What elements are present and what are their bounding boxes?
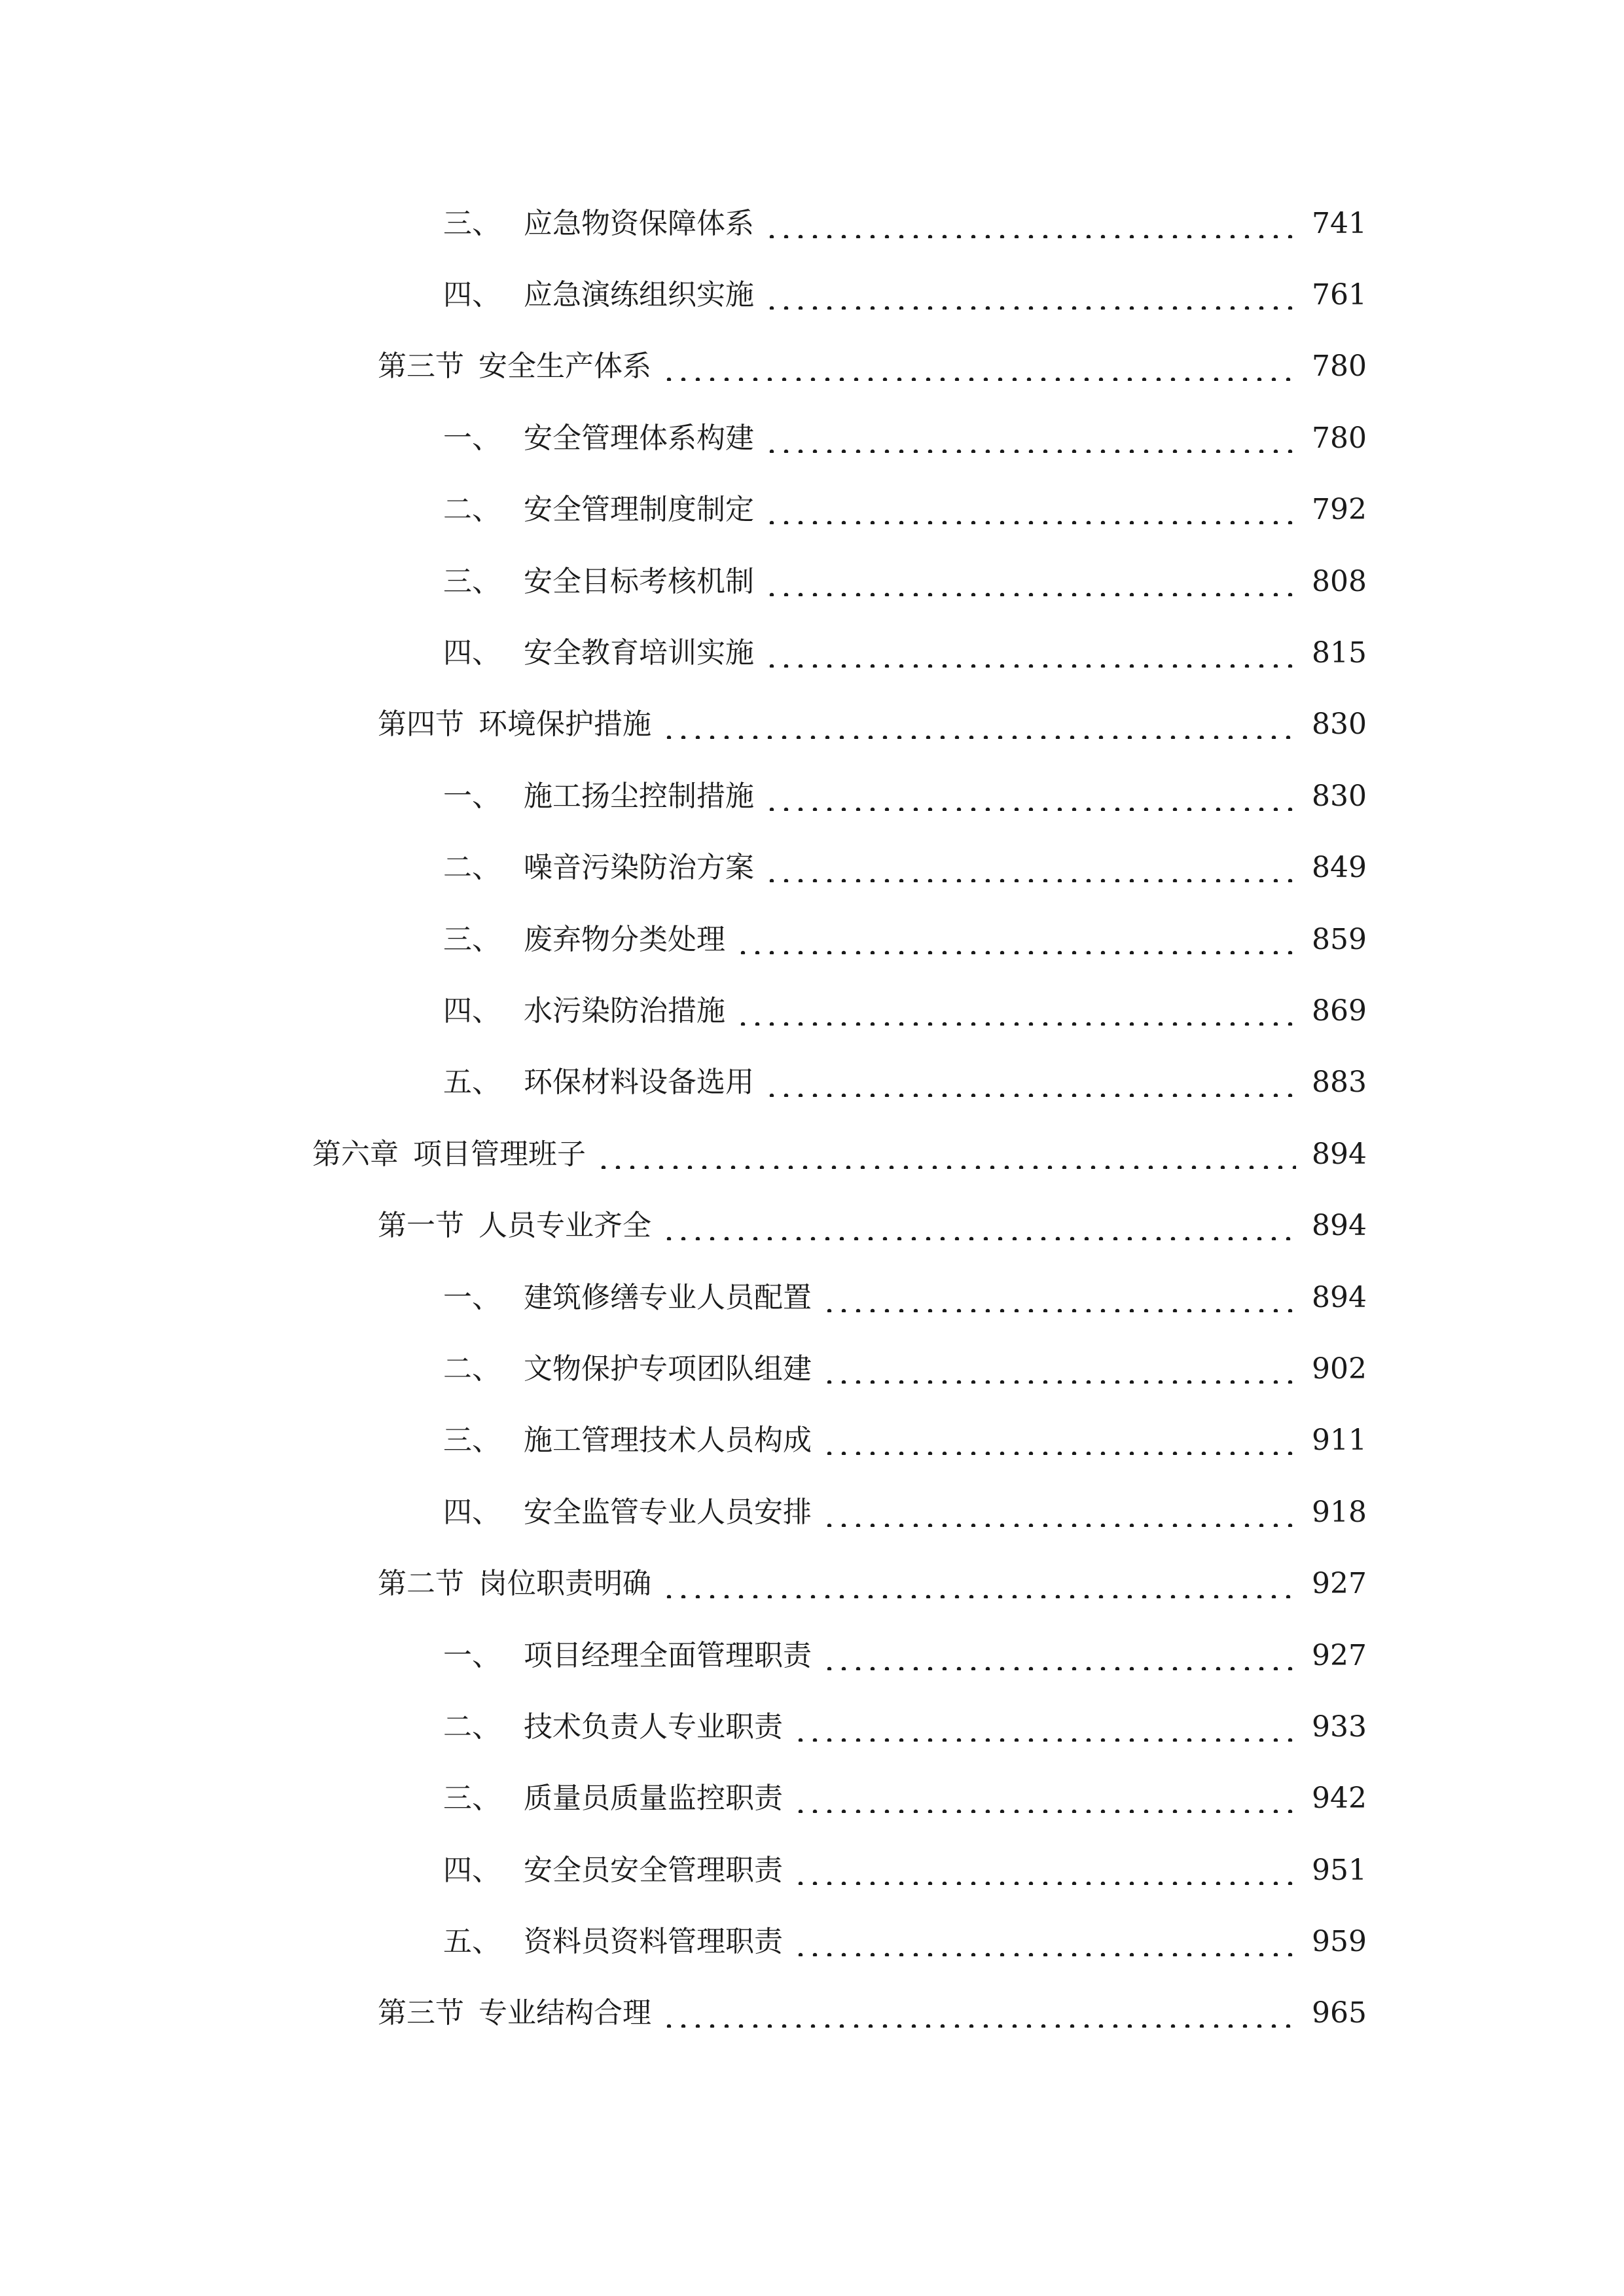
toc-entry-heading [443, 1853, 783, 1887]
toc-entry-number: 一、 [443, 1638, 501, 1672]
toc-dot-leader [736, 997, 1296, 1026]
toc-entry-title: 质量员质量监控职责 [524, 1782, 783, 1816]
toc-entry[interactable] [0, 1763, 1624, 1835]
toc-entry-title: 项目管理班子 [413, 1137, 586, 1171]
toc-dot-leader [793, 1856, 1296, 1885]
toc-page-number: 869 [1312, 994, 1367, 1028]
toc-entry-heading [443, 851, 754, 885]
toc-entry-heading [378, 350, 651, 384]
toc-page-number: 849 [1312, 851, 1367, 885]
toc-entry-heading [443, 1925, 783, 1959]
toc-entry-number: 五、 [443, 1066, 501, 1100]
toc-page-number: 927 [1312, 1567, 1367, 1601]
toc-page-number: 894 [1312, 1280, 1367, 1314]
toc-entry-heading [443, 564, 754, 598]
toc-entry[interactable] [0, 1405, 1624, 1477]
toc-entry-title: 环保材料设备选用 [524, 1066, 754, 1100]
toc-page-number: 918 [1312, 1495, 1367, 1529]
toc-page-number: 859 [1312, 922, 1367, 956]
toc-dot-leader [793, 1928, 1296, 1956]
toc-entry-heading [443, 278, 754, 312]
toc-page-number: 761 [1312, 278, 1367, 312]
toc-dot-leader [765, 1068, 1296, 1097]
toc-page-number: 951 [1312, 1853, 1367, 1887]
toc-entry-heading [443, 1280, 812, 1314]
toc-entry[interactable] [0, 403, 1624, 474]
toc-entry-number: 三、 [443, 564, 501, 598]
toc-entry-number: 五、 [443, 1925, 501, 1959]
toc-entry-number: 第三节 [378, 350, 464, 384]
toc-entry[interactable] [0, 1190, 1624, 1261]
toc-dot-leader [822, 1283, 1296, 1312]
toc-entry[interactable] [0, 1620, 1624, 1691]
toc-dot-leader [662, 1570, 1296, 1598]
toc-entry-title: 施工扬尘控制措施 [524, 779, 754, 813]
toc-entry[interactable] [0, 1119, 1624, 1190]
toc-entry-heading [443, 1638, 812, 1672]
toc-entry-number: 第六章 [312, 1137, 399, 1171]
toc-entry-number: 四、 [443, 1853, 501, 1887]
toc-entry-title: 安全生产体系 [478, 350, 651, 384]
toc-entry-heading [443, 1066, 754, 1100]
toc-entry-heading [312, 1137, 586, 1171]
toc-entry-number: 三、 [443, 922, 501, 956]
toc-entry[interactable] [0, 188, 1624, 259]
toc-entry-title: 技术负责人专业职责 [524, 1710, 783, 1744]
toc-entry-heading [378, 708, 651, 742]
toc-dot-leader [662, 1999, 1296, 2028]
toc-entry[interactable] [0, 1906, 1624, 1977]
toc-entry[interactable] [0, 1548, 1624, 1619]
toc-entry-title: 安全目标考核机制 [524, 564, 754, 598]
toc-page-number: 815 [1312, 636, 1367, 670]
toc-entry-title: 施工管理技术人员构成 [524, 1424, 812, 1458]
toc-entry-heading [378, 1567, 651, 1601]
toc-entry-title: 安全教育培训实施 [524, 636, 754, 670]
toc-page-number: 741 [1312, 206, 1367, 240]
toc-entry-heading [443, 493, 754, 527]
toc-entry[interactable] [0, 1477, 1624, 1548]
toc-entry-number: 第一节 [378, 1209, 464, 1243]
toc-dot-leader [662, 352, 1296, 381]
toc-dot-leader [736, 925, 1296, 954]
toc-dot-leader [765, 209, 1296, 238]
toc-entry-heading [443, 1495, 812, 1529]
toc-entry-title: 安全监管专业人员安排 [524, 1495, 812, 1529]
toc-entry[interactable] [0, 975, 1624, 1047]
toc-entry-heading [443, 636, 754, 670]
toc-dot-leader [765, 853, 1296, 882]
toc-entry-title: 水污染防治措施 [524, 994, 725, 1028]
toc-entry-number: 四、 [443, 994, 501, 1028]
toc-entry[interactable] [0, 1978, 1624, 2049]
toc-dot-leader [822, 1355, 1296, 1384]
toc-entry-title: 应急物资保障体系 [524, 206, 754, 240]
toc-entry[interactable] [0, 1333, 1624, 1405]
toc-entry-heading [443, 421, 754, 455]
toc-entry-title: 安全员安全管理职责 [524, 1853, 783, 1887]
toc-page-number: 830 [1312, 708, 1367, 742]
toc-page-number: 902 [1312, 1352, 1367, 1386]
toc-entry-number: 一、 [443, 1280, 501, 1314]
toc-entry-number: 三、 [443, 1782, 501, 1816]
toc-page-number: 927 [1312, 1638, 1367, 1672]
toc-entry-heading [443, 206, 754, 240]
toc-entry[interactable] [0, 546, 1624, 617]
toc-entry[interactable] [0, 904, 1624, 975]
toc-entry[interactable] [0, 1262, 1624, 1333]
toc-entry-heading [443, 922, 725, 956]
toc-entry-heading [443, 1782, 783, 1816]
toc-dot-leader [765, 782, 1296, 811]
toc-entry-title: 应急演练组织实施 [524, 278, 754, 312]
toc-entry-number: 第四节 [378, 708, 464, 742]
toc-entry-title: 人员专业齐全 [478, 1209, 651, 1243]
toc-entry-title: 建筑修缮专业人员配置 [524, 1280, 812, 1314]
toc-entry-number: 第三节 [378, 1996, 464, 2030]
toc-page-number: 933 [1312, 1710, 1367, 1744]
table-of-contents [0, 188, 1624, 2049]
toc-page-number: 808 [1312, 564, 1367, 598]
toc-page-number: 959 [1312, 1925, 1367, 1959]
toc-dot-leader [765, 567, 1296, 596]
toc-entry[interactable] [0, 1835, 1624, 1906]
toc-page-number: 965 [1312, 1996, 1367, 2030]
toc-entry-heading [443, 779, 754, 813]
toc-dot-leader [822, 1641, 1296, 1670]
toc-entry[interactable] [0, 833, 1624, 904]
toc-entry-heading [378, 1996, 651, 2030]
toc-entry-title: 项目经理全面管理职责 [524, 1638, 812, 1672]
toc-page-number: 780 [1312, 350, 1367, 384]
toc-dot-leader [596, 1140, 1296, 1169]
toc-dot-leader [822, 1426, 1296, 1455]
toc-entry-heading [443, 1424, 812, 1458]
toc-entry-title: 噪音污染防治方案 [524, 851, 754, 885]
toc-entry[interactable] [0, 689, 1624, 761]
toc-entry-heading [443, 994, 725, 1028]
toc-entry-heading [378, 1209, 651, 1243]
toc-page-number: 792 [1312, 493, 1367, 527]
toc-entry-number: 二、 [443, 1352, 501, 1386]
toc-entry-number: 第二节 [378, 1567, 464, 1601]
toc-entry[interactable] [0, 761, 1624, 832]
toc-entry-title: 专业结构合理 [478, 1996, 651, 2030]
toc-entry-number: 四、 [443, 278, 501, 312]
toc-dot-leader [765, 424, 1296, 453]
toc-entry[interactable] [0, 259, 1624, 331]
toc-entry-number: 四、 [443, 636, 501, 670]
toc-entry-number: 四、 [443, 1495, 501, 1529]
toc-entry-number: 三、 [443, 1424, 501, 1458]
toc-entry-title: 安全管理体系构建 [524, 421, 754, 455]
toc-entry-title: 资料员资料管理职责 [524, 1925, 783, 1959]
toc-entry[interactable] [0, 1691, 1624, 1763]
toc-entry-title: 环境保护措施 [478, 708, 651, 742]
toc-dot-leader [765, 639, 1296, 668]
toc-entry[interactable] [0, 617, 1624, 689]
toc-entry-number: 一、 [443, 421, 501, 455]
toc-dot-leader [822, 1498, 1296, 1527]
toc-page-number: 830 [1312, 779, 1367, 813]
toc-page-number: 942 [1312, 1782, 1367, 1816]
toc-entry[interactable] [0, 331, 1624, 403]
toc-page-number: 894 [1312, 1137, 1367, 1171]
toc-entry-number: 二、 [443, 493, 501, 527]
toc-entry-number: 三、 [443, 206, 501, 240]
toc-entry-number: 二、 [443, 851, 501, 885]
toc-entry[interactable] [0, 1047, 1624, 1119]
toc-dot-leader [662, 710, 1296, 739]
toc-dot-leader [793, 1784, 1296, 1813]
toc-entry-title: 岗位职责明确 [478, 1567, 651, 1601]
toc-entry[interactable] [0, 475, 1624, 546]
toc-entry-number: 一、 [443, 779, 501, 813]
toc-page-number: 894 [1312, 1209, 1367, 1243]
toc-page-number: 883 [1312, 1066, 1367, 1100]
toc-dot-leader [793, 1713, 1296, 1742]
toc-entry-heading [443, 1710, 783, 1744]
toc-entry-title: 废弃物分类处理 [524, 922, 725, 956]
toc-entry-title: 文物保护专项团队组建 [524, 1352, 812, 1386]
toc-dot-leader [765, 495, 1296, 524]
toc-page-number: 911 [1312, 1424, 1367, 1458]
toc-dot-leader [662, 1211, 1296, 1240]
toc-entry-title: 安全管理制度制定 [524, 493, 754, 527]
toc-entry-number: 二、 [443, 1710, 501, 1744]
toc-dot-leader [765, 281, 1296, 310]
toc-entry-heading [443, 1352, 812, 1386]
toc-page-number: 780 [1312, 421, 1367, 455]
